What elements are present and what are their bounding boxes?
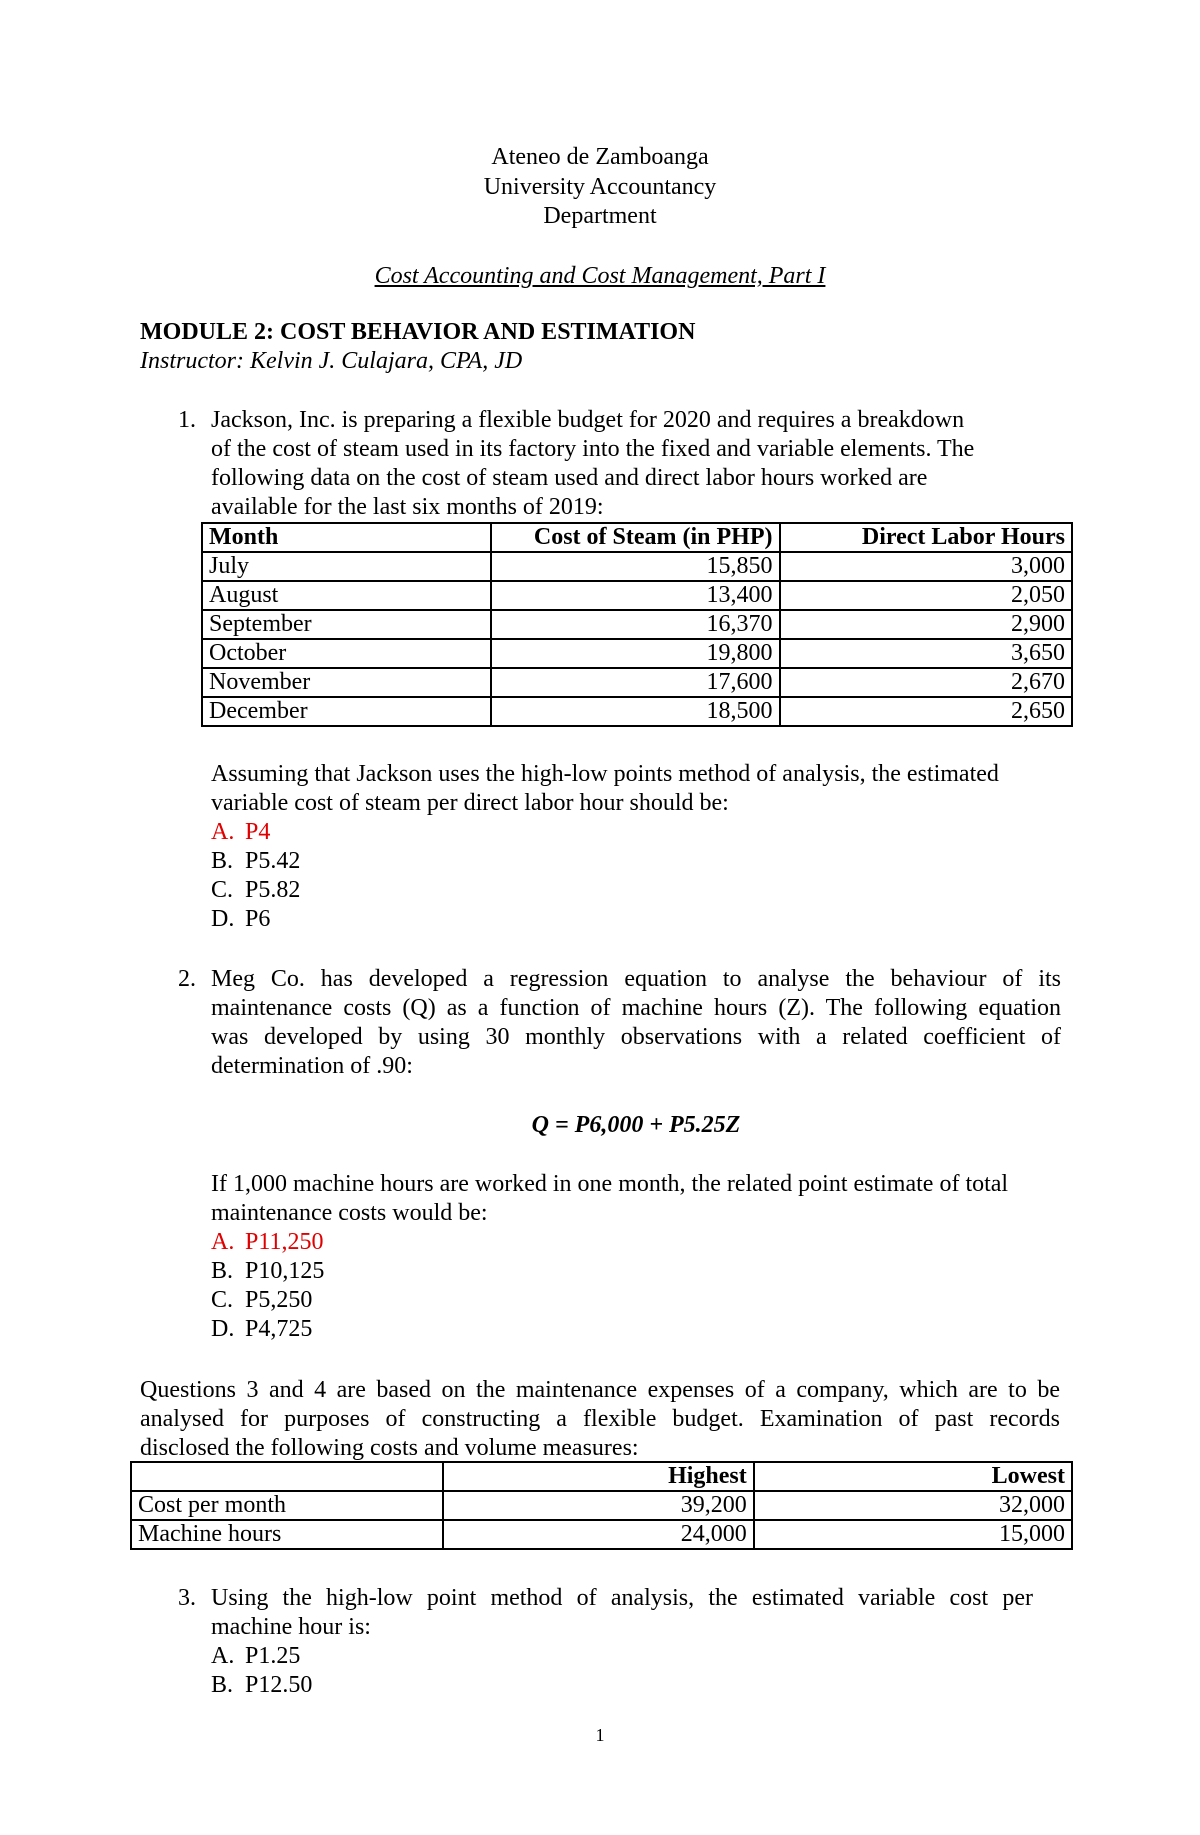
table-cell: Cost per month — [131, 1491, 443, 1520]
question-2-line: determination of .90: — [211, 1053, 413, 1079]
choice: A. P1.25 — [211, 1643, 301, 1669]
table-cell: 19,800 — [491, 639, 780, 668]
table-row — [131, 1491, 1072, 1520]
table-cell: 2,670 — [780, 668, 1072, 697]
table-cell: October — [202, 639, 491, 668]
choice: D. P6 — [211, 906, 271, 932]
table-cell: 24,000 — [443, 1520, 753, 1549]
column-header: Direct Labor Hours — [780, 523, 1072, 552]
table-cell: 2,900 — [780, 610, 1072, 639]
choice-correct: A. P11,250 — [211, 1229, 324, 1255]
table-cell: November — [202, 668, 491, 697]
department-line2: Department — [543, 203, 657, 229]
steam-cost-table — [201, 522, 1073, 727]
table-cell: 16,370 — [491, 610, 780, 639]
question-2-prompt: If 1,000 machine hours are worked in one month, the related point estimate of total — [211, 1171, 1009, 1197]
choice: B. P5.42 — [211, 848, 301, 874]
module-title: MODULE 2: COST BEHAVIOR AND ESTIMATION — [140, 319, 696, 345]
q34-intro-line: Questions 3 and 4 are based on the maintenance expenses of a company, which are to be — [140, 1377, 1060, 1403]
table-row — [202, 610, 1072, 639]
table-header-row — [131, 1462, 1072, 1491]
question-2-line: maintenance costs (Q) as a function of machine hours (Z). The following equation — [211, 995, 1061, 1021]
q34-intro-line: analysed for purposes of constructing a flexible budget. Examination of past records — [140, 1406, 1060, 1432]
table-cell: 3,000 — [780, 552, 1072, 581]
table-cell: July — [202, 552, 491, 581]
question-2-line: Meg Co. has developed a regression equation to analyse the behaviour of its — [211, 966, 1061, 992]
institution-name: Ateneo de Zamboanga — [491, 144, 709, 170]
question-1-line: available for the last six months of 2019: — [211, 494, 604, 520]
question-3-line: machine hour is: — [211, 1614, 371, 1640]
table-cell: 32,000 — [754, 1491, 1072, 1520]
table-cell: September — [202, 610, 491, 639]
table-cell: 15,850 — [491, 552, 780, 581]
q34-intro-line: disclosed the following costs and volume measures: — [140, 1435, 639, 1461]
table-row — [131, 1520, 1072, 1549]
column-header: Cost of Steam (in PHP) — [491, 523, 780, 552]
table-row — [202, 668, 1072, 697]
table-cell: December — [202, 697, 491, 726]
question-2-prompt: maintenance costs would be: — [211, 1200, 488, 1226]
choice: C. P5.82 — [211, 877, 301, 903]
course-title: Cost Accounting and Cost Management, Part I — [374, 263, 826, 289]
table-cell: 3,650 — [780, 639, 1072, 668]
table-row — [202, 697, 1072, 726]
department-line1: University Accountancy — [483, 174, 717, 200]
table-cell: 39,200 — [443, 1491, 753, 1520]
table-row — [202, 639, 1072, 668]
choice: C. P5,250 — [211, 1287, 313, 1313]
question-1-number: 1. — [178, 407, 196, 433]
maintenance-cost-table — [130, 1461, 1073, 1550]
table-row — [202, 581, 1072, 610]
choice: D. P4,725 — [211, 1316, 313, 1342]
question-1-line: following data on the cost of steam used and direct labor hours worked are — [211, 465, 928, 491]
page-number: 1 — [595, 1725, 605, 1745]
regression-equation: Q = P6,000 + P5.25Z — [531, 1112, 741, 1138]
table-cell: 15,000 — [754, 1520, 1072, 1549]
choice-correct: A. P4 — [211, 819, 271, 845]
question-2-number: 2. — [178, 966, 196, 992]
question-2-line: was developed by using 30 monthly observations with a related coefficient of — [211, 1024, 1061, 1050]
question-3-line: Using the high-low point method of analysis, the estimated variable cost per — [211, 1585, 1033, 1611]
question-1-prompt: Assuming that Jackson uses the high-low points method of analysis, the estimated — [211, 761, 999, 787]
table-header-row — [202, 523, 1072, 552]
choice: B. P10,125 — [211, 1258, 325, 1284]
instructor-line: Instructor: Kelvin J. Culajara, CPA, JD — [140, 348, 523, 374]
table-cell: 17,600 — [491, 668, 780, 697]
column-header: Lowest — [754, 1462, 1072, 1491]
table-row — [202, 552, 1072, 581]
question-1-prompt: variable cost of steam per direct labor hour should be: — [211, 790, 729, 816]
table-cell: August — [202, 581, 491, 610]
question-1-line: Jackson, Inc. is preparing a flexible budget for 2020 and requires a breakdown — [211, 407, 965, 433]
table-cell: 18,500 — [491, 697, 780, 726]
column-header: Month — [202, 523, 491, 552]
question-3-number: 3. — [178, 1585, 196, 1611]
table-cell: 2,650 — [780, 697, 1072, 726]
table-cell: Machine hours — [131, 1520, 443, 1549]
choice: B. P12.50 — [211, 1672, 313, 1698]
table-cell: 13,400 — [491, 581, 780, 610]
table-cell: 2,050 — [780, 581, 1072, 610]
column-header — [131, 1462, 443, 1491]
question-1-line: of the cost of steam used in its factory into the fixed and variable elements. The — [211, 436, 975, 462]
column-header: Highest — [443, 1462, 753, 1491]
